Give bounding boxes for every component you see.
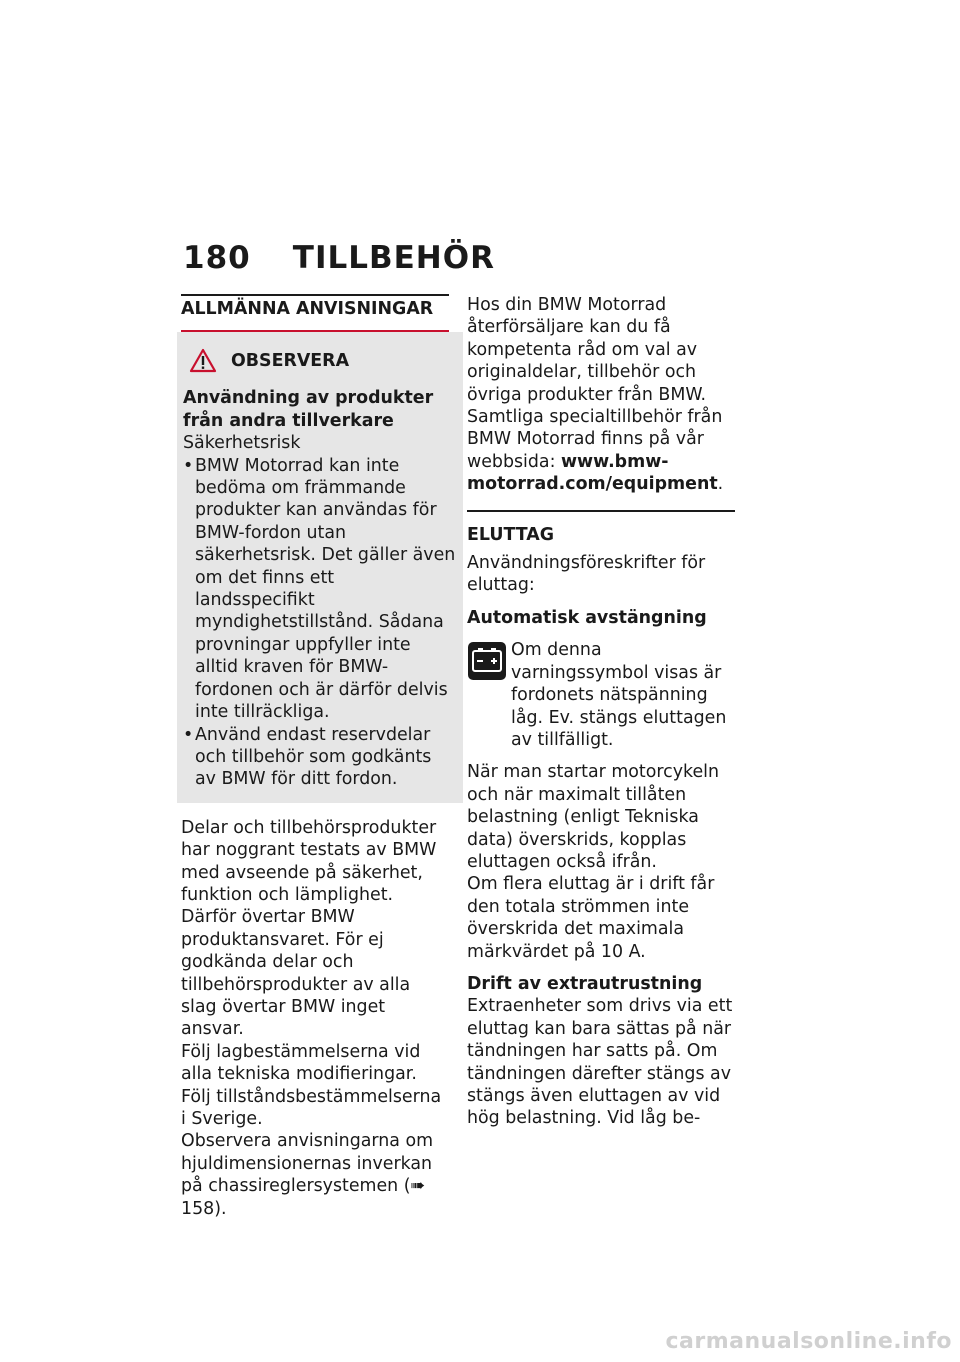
note-bullet-1: BMW Motorrad kan inte bedöma om främmande produkter kan användas för BMW-fordon utan säkerhetsrisk. Det gäller även om det finns ett landsspecifikt myndighetstillstånd. Sådana provningar uppfyller inte alltid kraven för BMW-fordonen och är därför delvis inte tillräckliga. [195, 455, 456, 723]
chapter-title: TILLBEHÖR [292, 240, 495, 276]
right-column [467, 294, 735, 1130]
subsection-extra-equipment: Drift av extrautrustning [467, 973, 703, 994]
website-link[interactable]: www.bmw-motorrad.com/equipment [467, 451, 718, 495]
note-box [177, 332, 463, 802]
section-divider [181, 294, 449, 296]
page-number: 180 [183, 240, 251, 276]
section-title-general: ALLMÄNNA ANVISNINGAR [181, 299, 434, 319]
page-header [183, 240, 495, 276]
paragraph-legal: Följ lagbestämmelserna vid alla tekniska modifieringar. Följ tillståndsbestämmelserna i Sverige. [181, 1041, 442, 1129]
paragraph-overload: När man startar motorcykeln och när maximalt tillåten belastning (enligt Tekniska data) överskrids, kopplas eluttagen också ifrån. [467, 762, 719, 872]
battery-warning-icon [467, 641, 507, 681]
paragraph-chassis [181, 1130, 449, 1220]
paragraph-testing: Delar och tillbehörsprodukter har noggrant testats av BMW med avseende på säkerhet, funktion och lämplighet. Därför övertar BMW produktansvaret. För ej godkända delar och tillbehörsprodukter av alla slag övertar BMW inget ansvar. [181, 817, 437, 1040]
note-title: Användning av produkter från andra tillverkare [183, 388, 434, 431]
battery-warning-row [467, 639, 735, 751]
paragraph-current-limit: Om flera eluttag är i drift får den totala strömmen inte överskrida det maximala märkvärdet på 10 A. [467, 874, 715, 962]
list-item: • Använd endast reservdelar och tillbehör som godkänts av BMW för ditt fordon. [183, 724, 457, 791]
website-period: . [717, 474, 724, 495]
sockets-intro: Användningsföreskrifter för eluttag: [467, 553, 706, 596]
section-divider [467, 510, 735, 512]
subsection-auto-off: Automatisk avstängning [467, 607, 707, 628]
website-text: Samtliga specialtillbehör från BMW Motorrad finns på vår webbsida: [467, 407, 723, 472]
note-risk: Säkerhetsrisk [183, 433, 301, 454]
watermark: carmanualsonline.info [665, 1329, 952, 1354]
list-item: • BMW Motorrad kan inte bedöma om främmande produkter kan användas för BMW-fordon utan säkerhetsrisk. Det gäller även om det finns ett landsspecifikt myndighetstillstånd. Sådana provningar uppfyller inte alltid kraven för BMW-fordonen och är därför delvis inte tillräckliga. [183, 455, 456, 723]
paragraph-extra-equipment: Extraenheter som drivs via ett eluttag kan bara sättas på när tändningen har satts på. Om tändningen därefter stängs av stängs även eluttagen av vid hög belastning. Vid låg be- [467, 996, 733, 1129]
battery-warning-text: Om denna varningssymbol visas är fordonets nätspänning låg. Ev. stängs eluttagen av tillfälligt. [511, 640, 727, 750]
section-title-sockets: ELUTTAG [467, 524, 554, 545]
left-column [181, 294, 456, 1220]
chassis-text: Observera anvisningarna om hjuldimensionernas inverkan på chassireglersystemen [181, 1131, 434, 1197]
page-reference-link[interactable]: (➠ 158). [181, 1176, 426, 1219]
paragraph-dealer: Hos din BMW Motorrad återförsäljare kan du få kompetenta råd om val av originaldelar, tillbehör och övriga produkter från BMW. [467, 295, 707, 405]
paragraph-website [467, 406, 735, 496]
note-bullet-2: Använd endast reservdelar och tillbehör som godkänts av BMW för ditt fordon. [195, 724, 432, 790]
note-label: OBSERVERA [231, 350, 350, 371]
note-header [189, 348, 457, 373]
warning-triangle-icon [189, 348, 217, 373]
